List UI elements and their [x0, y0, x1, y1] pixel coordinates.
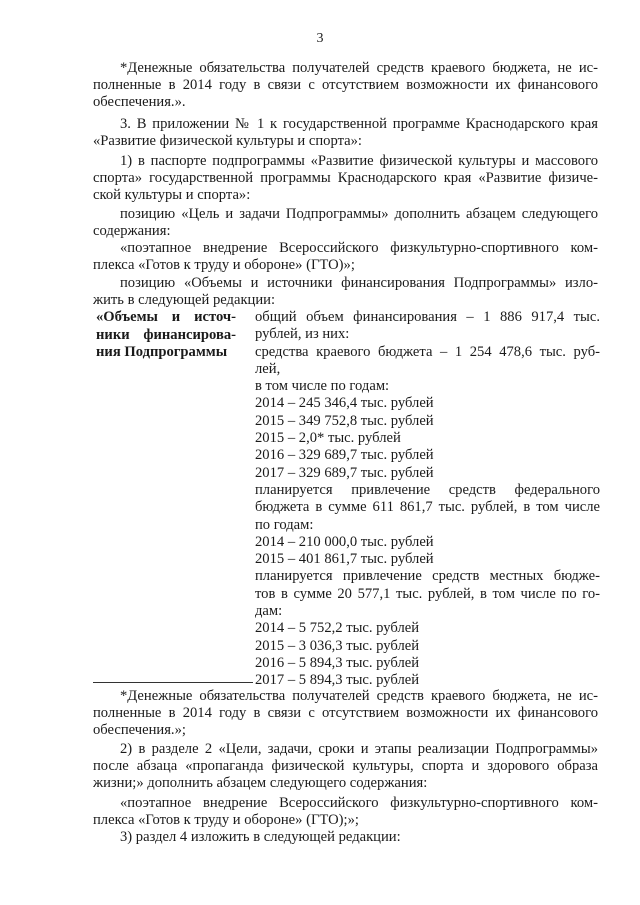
- text-line: 3. В приложении № 1 к государственной программе Краснодарского края: [120, 116, 598, 132]
- table-right-line: по годам:: [255, 516, 314, 533]
- table-right-line: 2016 – 5 894,3 тыс. рублей: [255, 654, 420, 671]
- table-right-line: общий объем финансирования – 1 886 917,4 тыс.: [255, 309, 600, 325]
- text-line: после абзаца «пропаганда физической культуры, спорта и здорового образа: [93, 758, 598, 775]
- text-line: содержания:: [93, 223, 171, 240]
- text-line: полненные в 2014 году в связи с отсутствием возможности их финансового: [93, 77, 598, 94]
- table-right-line: в том числе по годам:: [255, 378, 390, 395]
- text-line: *Денежные обязательства получателей средств краевого бюджета, не ис-: [120, 688, 598, 704]
- subitem-2-paragraph: [93, 741, 598, 793]
- table-right-line: рублей, из них:: [255, 326, 350, 343]
- table-right-line: 2016 – 329 689,7 тыс. рублей: [255, 447, 434, 464]
- footnote-divider: [93, 682, 253, 683]
- table-right-line: тов в сумме 20 577,1 тыс. рублей, в том числе по го-: [255, 585, 600, 602]
- table-right-line: 2015 – 3 036,3 тыс. рублей: [255, 637, 420, 654]
- text-line: *Денежные обязательства получателей средств краевого бюджета, не ис-: [120, 60, 598, 76]
- text-line: «Объемы и источ-: [96, 309, 236, 325]
- gto-quote-paragraph: [93, 240, 598, 274]
- text-line: жить в следующей редакции:: [93, 292, 276, 309]
- table-left-cell: [96, 309, 236, 362]
- table-right-line: дам:: [255, 603, 283, 620]
- text-line: обеспечения.»;: [93, 722, 186, 739]
- volumes-paragraph: [93, 275, 598, 309]
- page-number: 3: [316, 31, 324, 46]
- text-line: «поэтапное внедрение Всероссийского физкультурно-спортивного ком-: [120, 240, 598, 256]
- text-line: полненные в 2014 году в связи с отсутствием возможности их финансового: [93, 705, 598, 722]
- table-right-line: 2015 – 349 752,8 тыс. рублей: [255, 412, 434, 429]
- table-right-line: 2017 – 329 689,7 тыс. рублей: [255, 464, 434, 481]
- text-line: спорта» государственной программы Краснодарского края «Развитие физиче-: [93, 170, 598, 187]
- text-line: жизни;» дополнить абзацем следующего содержания:: [93, 775, 428, 792]
- table-right-line: бюджета в сумме 611 861,7 тыс. рублей, в том числе: [255, 499, 600, 516]
- text-line: ники финансирова-: [96, 326, 236, 343]
- goal-paragraph: [93, 206, 598, 240]
- subitem-3-paragraph: [93, 829, 598, 846]
- text-line: позицию «Объемы и источники финансирования Подпрограммы» изло-: [120, 275, 598, 291]
- table-right-line: 2014 – 5 752,2 тыс. рублей: [255, 620, 420, 637]
- table-right-line: 2015 – 2,0* тыс. рублей: [255, 430, 401, 447]
- text-line: ской культуры и спорта»:: [93, 187, 251, 204]
- text-line: 2) в разделе 2 «Цели, задачи, сроки и этапы реализации Подпрограммы»: [120, 741, 598, 757]
- table-right-line: 2014 – 245 346,4 тыс. рублей: [255, 395, 434, 412]
- table-right-line: лей,: [255, 360, 281, 377]
- table-right-line: 2017 – 5 894,3 тыс. рублей: [255, 672, 420, 689]
- text-line: «поэтапное внедрение Всероссийского физкультурно-спортивного ком-: [120, 795, 598, 811]
- text-line: обеспечения.».: [93, 94, 186, 111]
- subitem-1-paragraph: [93, 153, 598, 205]
- text-line: «Развитие физической культуры и спорта»:: [93, 133, 362, 150]
- text-line: плекса «Готов к труду и обороне» (ГТО)»;: [93, 257, 355, 274]
- item-3-paragraph: [93, 116, 598, 150]
- table-right-line: планируется привлечение средств местных бюдже-: [255, 568, 600, 585]
- text-line: 1) в паспорте подпрограммы «Развитие физической культуры и массового: [120, 153, 598, 169]
- table-right-line: планируется привлечение средств федерального: [255, 481, 600, 498]
- bottom-footnote: [93, 688, 598, 740]
- table-right-line: 2014 – 210 000,0 тыс. рублей: [255, 533, 434, 550]
- gto-quote2-paragraph: [93, 795, 598, 829]
- top-footnote: [93, 60, 598, 112]
- text-line: ния Подпрограммы: [96, 344, 228, 361]
- table-right-cell: [255, 309, 600, 690]
- table-right-line: 2015 – 401 861,7 тыс. рублей: [255, 551, 434, 568]
- table-right-line: средства краевого бюджета – 1 254 478,6 тыс. руб-: [255, 343, 600, 360]
- text-line: позицию «Цель и задачи Подпрограммы» дополнить абзацем следующего: [120, 206, 598, 222]
- text-line: 3) раздел 4 изложить в следующей редакции:: [120, 829, 401, 845]
- text-line: плекса «Готов к труду и обороне» (ГТО);»;: [93, 812, 359, 829]
